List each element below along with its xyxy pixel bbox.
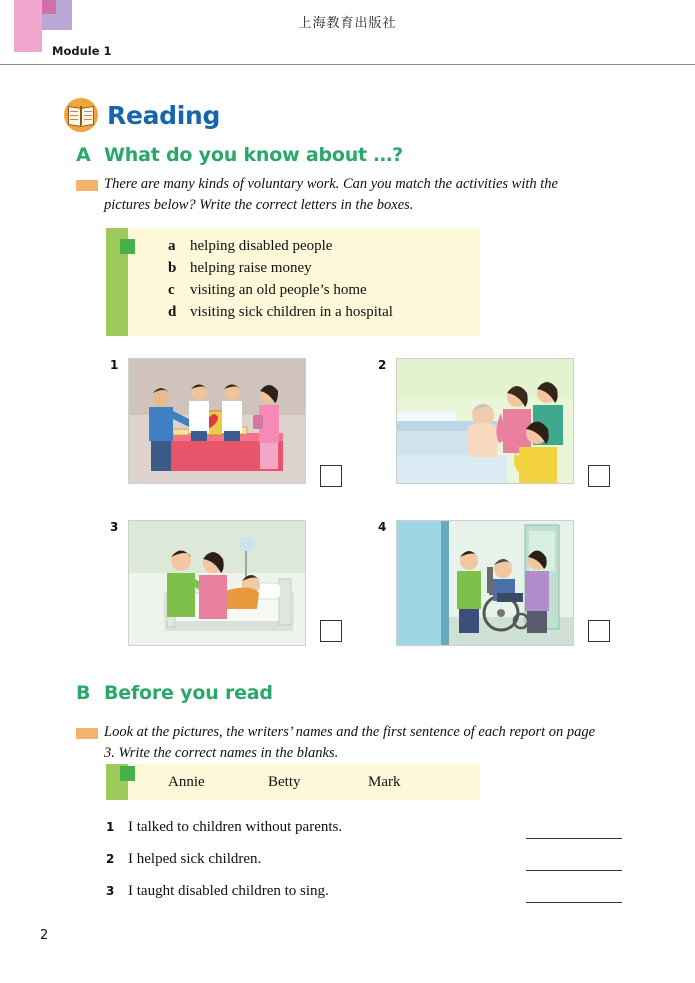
section-b-instruction: Look at the pictures, the writers’ names and the first sentence of each report on page 3. Write the correct names in the blanks. xyxy=(104,724,596,761)
instruction-bullet-icon xyxy=(76,728,98,739)
list-item xyxy=(168,282,393,299)
picture-number: 3 xyxy=(110,520,119,534)
picture-number: 2 xyxy=(378,358,387,372)
picture-number: 4 xyxy=(378,520,387,534)
sentence-text: I helped sick children. xyxy=(128,851,262,867)
module-label: Module 1 xyxy=(52,44,112,58)
option-letter: a xyxy=(168,238,176,254)
reading-heading xyxy=(64,98,220,132)
sentence-number: 1 xyxy=(106,820,115,834)
list-item xyxy=(168,260,393,277)
picture-4-wheelchair xyxy=(396,520,574,646)
option-letter: d xyxy=(168,304,177,320)
page-number: 2 xyxy=(40,928,49,943)
sentence-text: I talked to children without parents. xyxy=(128,819,343,835)
reading-title: Reading xyxy=(107,100,221,130)
answer-box-3[interactable] xyxy=(320,620,342,642)
publisher-name: 上海教育出版社 xyxy=(298,16,397,31)
picture-number: 1 xyxy=(110,358,119,372)
list-item xyxy=(168,238,393,255)
sentence-text: I taught disabled children to sing. xyxy=(128,883,329,899)
name-item: Annie xyxy=(168,774,205,790)
open-book-icon xyxy=(64,98,98,132)
answer-blank-2[interactable] xyxy=(526,870,622,871)
option-letter: c xyxy=(168,282,175,298)
picture-3-hospital-child xyxy=(128,520,306,646)
sentence-number: 2 xyxy=(106,852,115,866)
options-list xyxy=(168,238,393,326)
option-text: visiting sick children in a hospital xyxy=(190,304,393,320)
header-divider xyxy=(0,64,695,65)
answer-box-1[interactable] xyxy=(320,465,342,487)
answer-blank-1[interactable] xyxy=(526,838,622,839)
list-item xyxy=(168,304,393,321)
list-item xyxy=(106,851,626,868)
sentence-number: 3 xyxy=(106,884,115,898)
section-b-letter: B xyxy=(76,682,91,704)
name-item: Mark xyxy=(368,774,401,790)
list-item xyxy=(106,819,626,836)
names-box-square-icon xyxy=(120,766,135,781)
section-b-title: Before you read xyxy=(104,682,273,704)
section-a-title: What do you know about …? xyxy=(104,144,403,166)
section-a-instruction: There are many kinds of voluntary work. Can you match the activities with the pictures below? Write the correct letters in the boxes. xyxy=(104,176,558,213)
names-list xyxy=(168,774,468,791)
option-text: visiting an old people’s home xyxy=(190,282,367,298)
name-item: Betty xyxy=(268,774,301,790)
answer-box-2[interactable] xyxy=(588,465,610,487)
list-item xyxy=(106,883,626,900)
answer-blank-3[interactable] xyxy=(526,902,622,903)
option-text: helping disabled people xyxy=(190,238,333,254)
picture-2-elderly-visit xyxy=(396,358,574,484)
section-a-letter: A xyxy=(76,144,91,166)
picture-1-donation-table xyxy=(128,358,306,484)
option-letter: b xyxy=(168,260,177,276)
option-text: helping raise money xyxy=(190,260,312,276)
instruction-bullet-icon xyxy=(76,180,98,191)
options-box-square-icon xyxy=(120,239,135,254)
answer-box-4[interactable] xyxy=(588,620,610,642)
